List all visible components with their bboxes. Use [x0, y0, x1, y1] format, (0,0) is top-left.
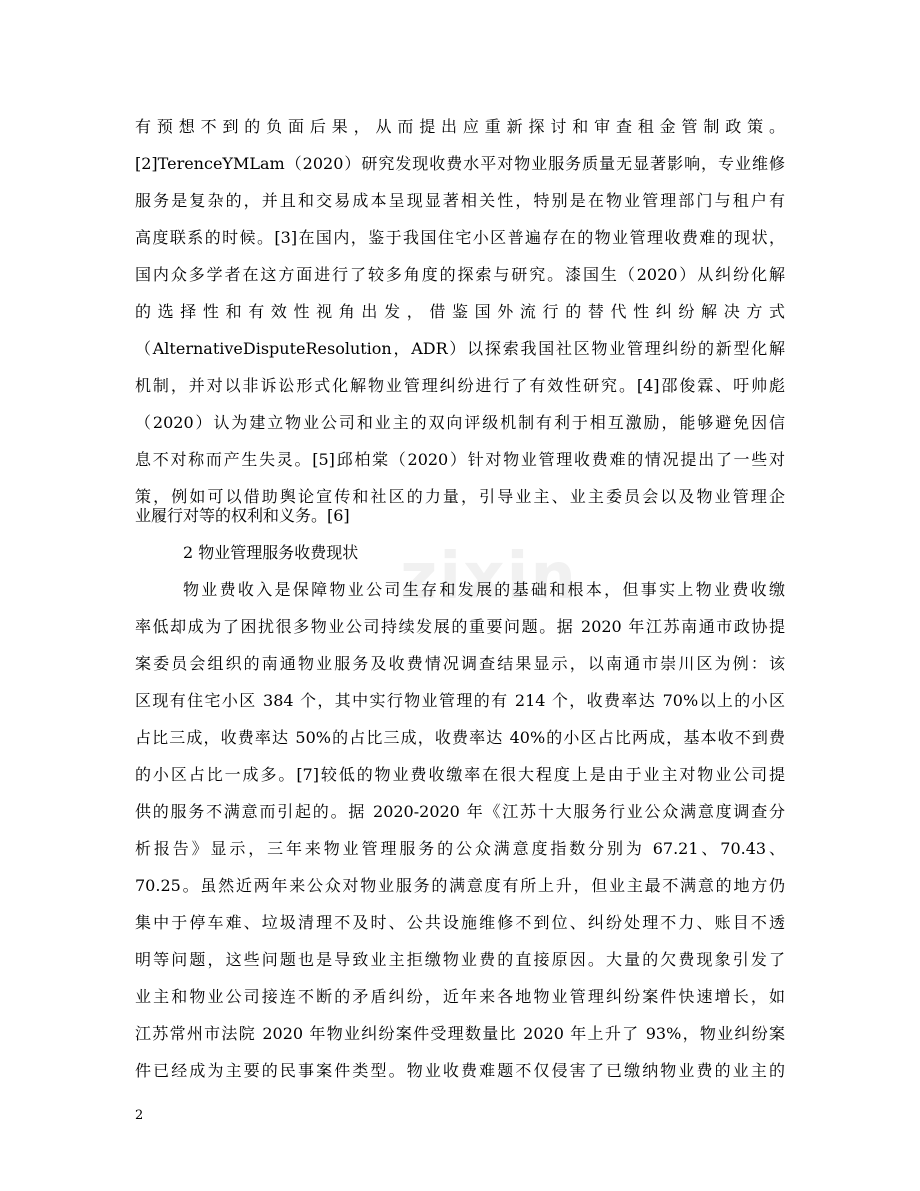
text-line: 集中于停车难、垃圾清理不及时、公共设施维修不到位、纠纷处理不力、账目不透: [135, 913, 785, 932]
text-line: 供的服务不满意而引起的。据 2020-2020 年《江苏十大服务行业公众满意度调查分: [135, 802, 785, 821]
text-line: 有预想不到的负面后果，从而提出应重新探讨和审查租金管制政策。: [135, 117, 785, 136]
text-line: 国内众多学者在这方面进行了较多角度的探索与研究。漆国生（2020）从纠纷化解: [135, 265, 785, 284]
text-line: 占比三成，收费率达 50%的占比三成，收费率达 40%的小区占比两成，基本收不到费: [135, 728, 785, 747]
text-line: 案委员会组织的南通物业服务及收费情况调查结果显示，以南通市崇川区为例：该: [135, 654, 785, 673]
text-line: （2020）认为建立物业公司和业主的双向评级机制有利于相互激励，能够避免因信: [135, 413, 785, 432]
text-line: [2]TerenceYMLam（2020）研究发现收费水平对物业服务质量无显著影响，专业维修: [135, 154, 785, 173]
text-line: 区现有住宅小区 384 个，其中实行物业管理的有 214 个，收费率达 70%以上的小区: [135, 691, 785, 710]
text-line: 业主和物业公司接连不断的矛盾纠纷，近年来各地物业管理纠纷案件快速增长，如: [135, 987, 785, 1006]
text-line: 策，例如可以借助舆论宣传和社区的力量，引导业主、业主委员会以及物业管理企: [135, 487, 785, 506]
text-line: 件已经成为主要的民事案件类型。物业收费难题不仅侵害了已缴纳物业费的业主的: [135, 1061, 785, 1080]
watermark: zixin: [400, 540, 578, 614]
text-line: 析报告》显示，三年来物业管理服务的公众满意度指数分别为 67.21、70.43、: [135, 839, 785, 858]
text-line: 的小区占比一成多。[7]较低的物业费收缴率在很大程度上是由于业主对物业公司提: [135, 765, 785, 784]
text-line: 率低却成为了困扰很多物业公司持续发展的重要问题。据 2020 年江苏南通市政协提: [135, 617, 785, 636]
text-line: 息不对称而产生失灵。[5]邱柏棠（2020）针对物业管理收费难的情况提出了一些对: [135, 450, 785, 469]
text-line: 70.25。虽然近两年来公众对物业服务的满意度有所上升，但业主最不满意的地方仍: [135, 876, 785, 895]
section-heading: 2 物业管理服务收费现状: [183, 543, 359, 562]
text-line: （AlternativeDisputeResolution，ADR）以探索我国社区物业管理纠纷的新型化解: [135, 339, 785, 358]
text-line: 明等问题，这些问题也是导致业主拒缴物业费的直接原因。大量的欠费现象引发了: [135, 950, 785, 969]
text-line: 高度联系的时候。[3]在国内，鉴于我国住宅小区普遍存在的物业管理收费难的现状，: [135, 228, 785, 247]
text-line: 江苏常州市法院 2020 年物业纠纷案件受理数量比 2020 年上升了 93%，物业纠纷案: [135, 1024, 785, 1043]
text-line: 的选择性和有效性视角出发，借鉴国外流行的替代性纠纷解决方式: [135, 302, 785, 321]
text-line: 服务是复杂的，并且和交易成本呈现显著相关性，特别是在物业管理部门与租户有: [135, 191, 785, 210]
text-line: 业履行对等的权利和义务。[6]: [135, 506, 350, 525]
text-line: 机制，并对以非诉讼形式化解物业管理纠纷进行了有效性研究。[4]邵俊霖、吁帅彪: [135, 376, 785, 395]
text-line: 物业费收入是保障物业公司生存和发展的基础和根本，但事实上物业费收缴: [183, 580, 785, 599]
page-number: 2: [135, 1108, 144, 1123]
